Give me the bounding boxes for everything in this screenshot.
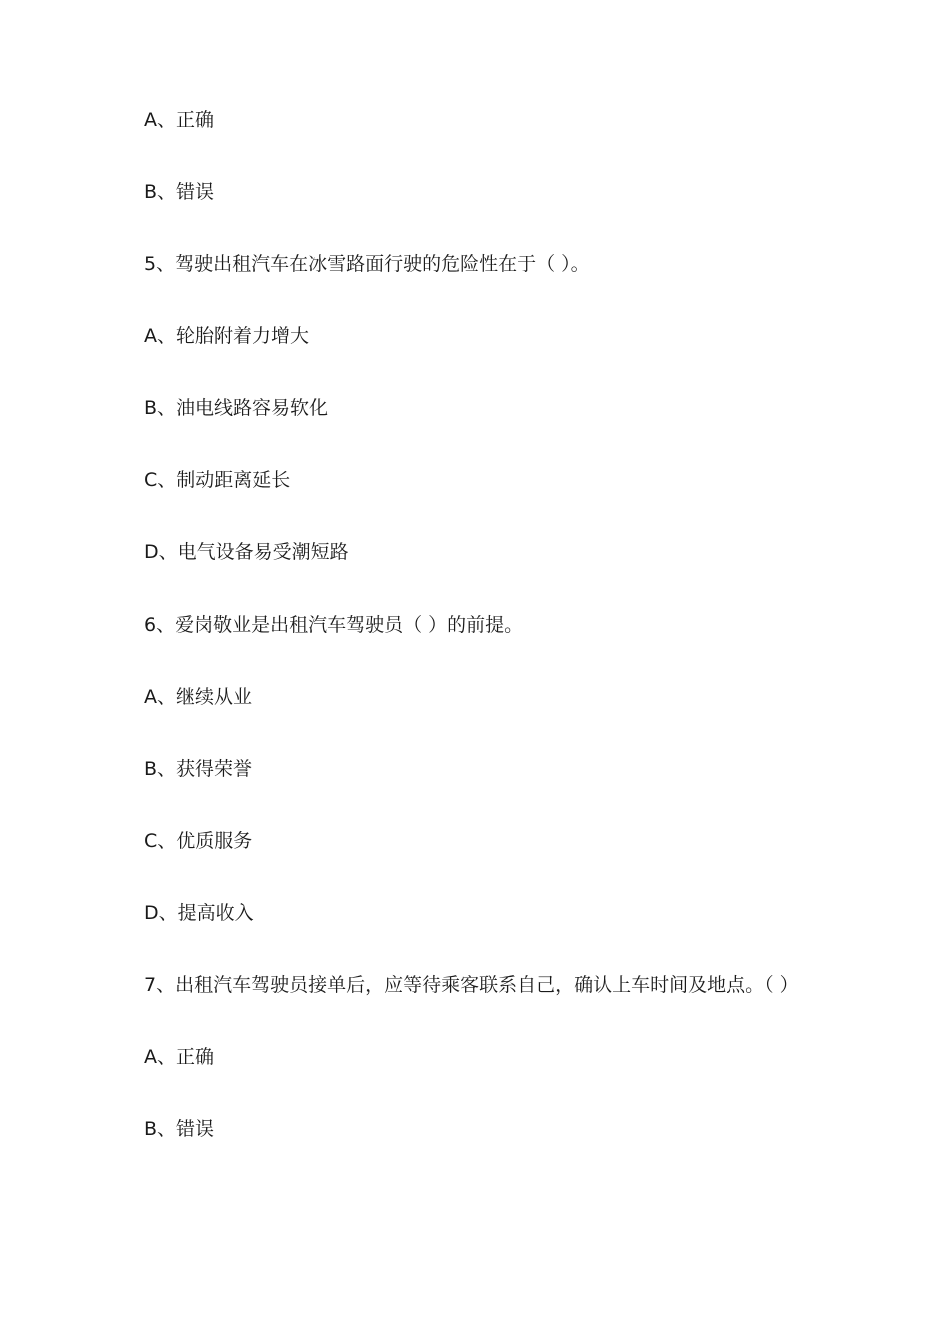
question-5-option-c: C、制动距离延长 <box>144 469 291 491</box>
question-6-option-a: A、继续从业 <box>144 686 252 708</box>
option-b-wrong: B、错误 <box>144 181 215 203</box>
question-5-option-d: D、电气设备易受潮短路 <box>144 541 349 563</box>
question-7-option-a: A、正确 <box>144 1046 214 1068</box>
question-7-option-b: B、错误 <box>144 1118 215 1140</box>
question-5-option-a: A、轮胎附着力增大 <box>144 325 309 347</box>
question-6-option-c: C、优质服务 <box>144 830 253 852</box>
question-7: 7、出租汽车驾驶员接单后，应等待乘客联系自己，确认上车时间及地点。（ ） <box>144 974 799 996</box>
question-6-option-b: B、获得荣誉 <box>144 758 253 780</box>
question-5: 5、驾驶出租汽车在冰雪路面行驶的危险性在于（ ）。 <box>144 253 590 275</box>
question-6: 6、爱岗敬业是出租汽车驾驶员（ ）的前提。 <box>144 614 524 636</box>
option-a-correct: A、正确 <box>144 109 214 131</box>
question-5-option-b: B、油电线路容易软化 <box>144 397 329 419</box>
question-6-option-d: D、提高收入 <box>144 902 254 924</box>
